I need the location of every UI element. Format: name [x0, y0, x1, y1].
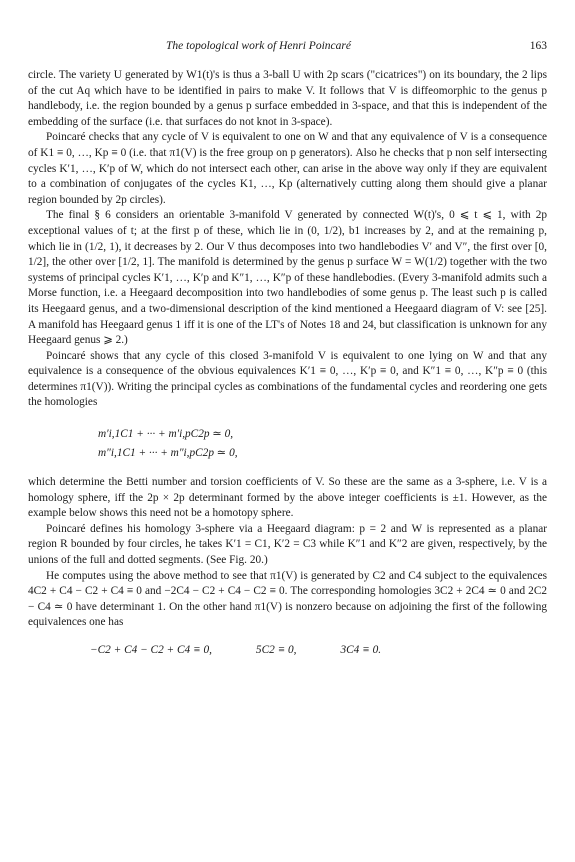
page-number: 163 — [529, 40, 547, 52]
paragraph: The final § 6 considers an orientable 3-manifold V generated by connected W(t)'s, 0 ⩽ t ⩽ 1, with 2p exceptional values of t; at the first p of these, which lie in (0, 1/2), b1 increases by 2, and at the remaining p, which lie in (1/2, 1), it decreases by 2. Our V thus decomposes into two handlebodies V′ and V″, the first over [0, 1/2], the other over [1/2, 1]. The manifold is determined by the genus p surface W = W(1/2) together with the two systems of principal cycles K′1, …, K′p and K″1, …, K″p of these handlebodies. (Every 3-manifold admits such a Morse function, i.e. a Heegaard decomposition into two handlebodies of some genus p. The least such p is called its Heegaard genus, and a two-dimensional description of the kind mentioned a Heegaard diagram of V: see [25]. A manifold has Heegaard genus 1 iff it is one of the LT's of Notes 18 and 24, but classification is unknown for any Heegaard genus ⩾ 2.) — [28, 209, 547, 347]
homology-equations — [98, 425, 547, 463]
equation: −C2 + C4 − C2 + C4 ≡ 0, — [90, 644, 212, 656]
paragraph: Poincaré checks that any cycle of V is equivalent to one on W and that any equivalence of V is a consequence of K1 ≡ 0, …, Kp ≡ 0 (i.e. that π1(V) is the free group on p generators). Also he checks that p non self intersecting cycles K′1, …, K′p of W, which do not intersect each other, can arise in the above way only if they are equivalent to a combination of conjugates of the cycles K1, …, Kp (alternatively cutting along them should give a planar region bounded by 2p circles). — [28, 131, 547, 206]
running-title: The topological work of Henri Poincaré — [166, 40, 351, 52]
paragraph: Poincaré shows that any cycle of this closed 3-manifold V is equivalent to one lying on W and that any equivalence is a consequence of the obvious equivalences K′1 ≡ 0, …, K′p ≡ 0, and K″1 ≡ 0, …, K″p ≡ 0 (this determines π1(V)). Writing the principal cycles as combinations of the fundamental cycles and reordering one gets the homologies — [28, 349, 547, 409]
final-equivalences — [28, 643, 547, 659]
equation: m′i,1C1 + ··· + m′i,pC2p ≃ 0, — [98, 428, 234, 441]
equation: m″i,1C1 + ··· + m″i,pC2p ≃ 0, — [98, 447, 238, 460]
page-header — [28, 40, 549, 58]
equation: 3C4 ≡ 0. — [340, 644, 382, 656]
page-body — [28, 68, 547, 659]
equation: 5C2 ≡ 0, — [255, 644, 297, 656]
paragraph: which determine the Betti number and torsion coefficients of V. So these are the same as a 3-sphere, i.e. V is a homology sphere, iff the 2p × 2p determinant formed by the above integer coefficients is ±1. However, as the example below shows this need not be a homotopy sphere. — [28, 476, 547, 520]
paragraph: Poincaré defines his homology 3-sphere via a Heegaard diagram: p = 2 and W is represented as a planar region R bounded by four circles, he takes K′1 = C1, K′2 = C3 while K″1 and K″2 are given, respectively, by the unions of the full and dotted segments. (See Fig. 20.) — [28, 522, 547, 567]
paragraph: circle. The variety U generated by W1(t)'s is thus a 3-ball U with 2p scars ("cicatrices") on its boundary, the 2 lips of the cut Aq which have to be identified in pairs to make V. It follows that V is diffeomorphic to the genus p handlebody, i.e. the region bounded by a genus p surface embedded in 3-space, and that this is independent of the embedding of the surface (i.e. that surfaces do not knot in 3-space). — [28, 69, 547, 128]
paragraph: He computes using the above method to see that π1(V) is generated by C2 and C4 subject to the equivalences 4C2 + C4 − C2 + C4 ≡ 0 and −2C4 − C2 + C4 − C2 ≡ 0. The corresponding homologies 3C2 + 2C4 ≃ 0 and 2C2 − C4 ≃ 0 have determinant 1. On the other hand π1(V) is nonzero because on adjoining the first of the following equivalences one has — [28, 569, 547, 629]
